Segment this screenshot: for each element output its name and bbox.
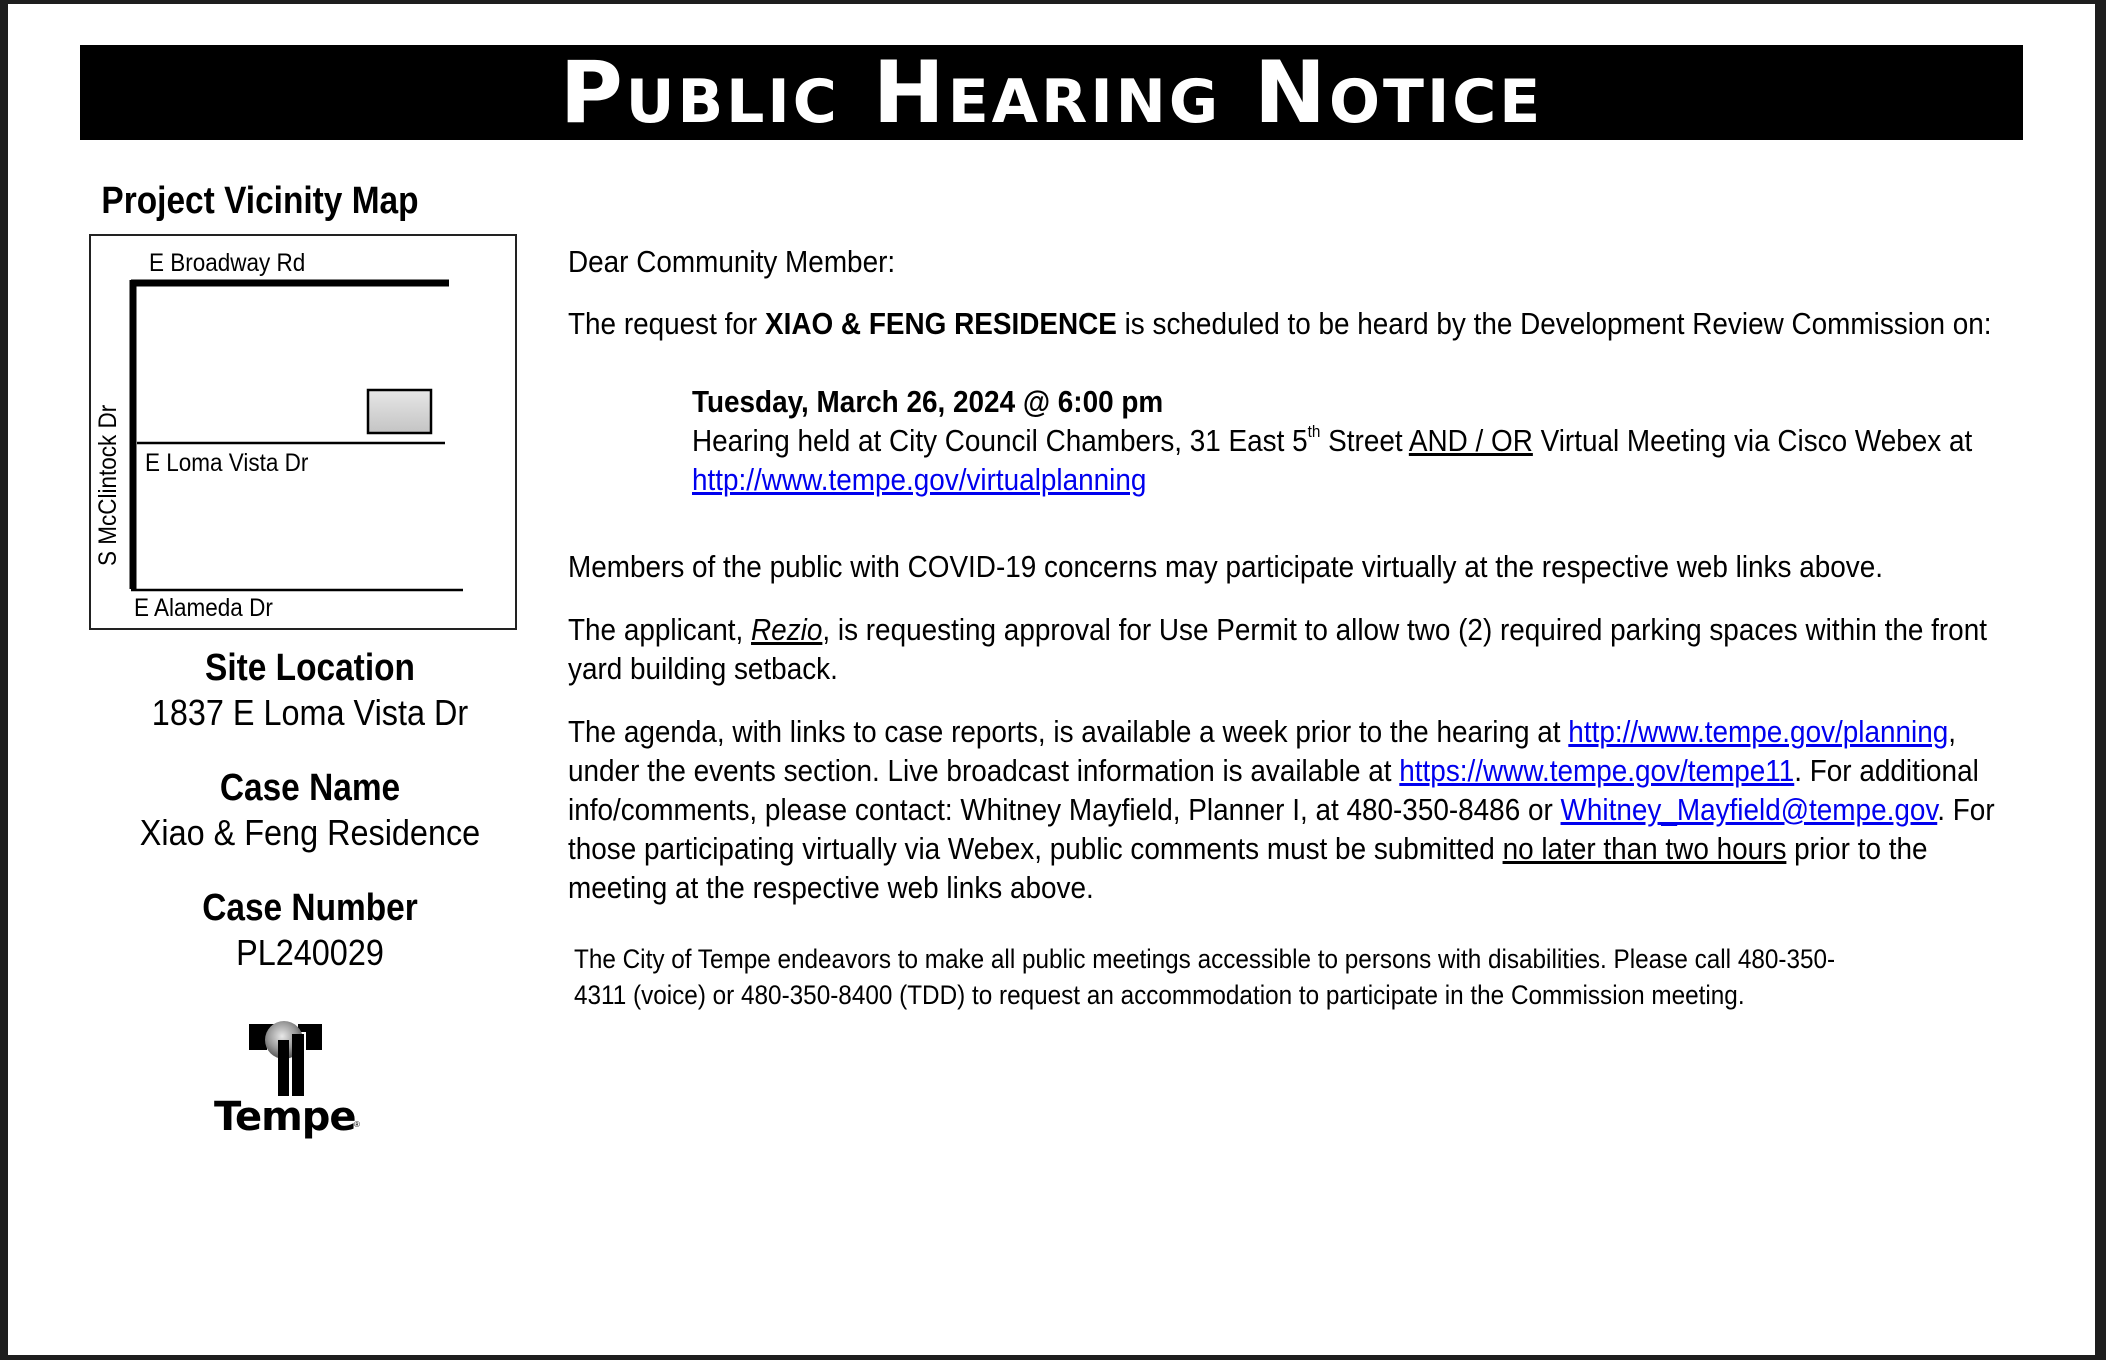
- greeting: Dear Community Member:: [568, 244, 896, 279]
- deadline-text: no later than two hours: [1502, 831, 1787, 866]
- email-link[interactable]: Whitney_Mayfield@tempe.gov: [1560, 792, 1938, 827]
- applicant-line-1: The applicant, Rezio, is requesting approval for Use Permit to allow two (2) required parking spaces within the front: [568, 612, 1987, 647]
- case-number-block: [80, 887, 540, 974]
- logo-registered: ®: [354, 1120, 360, 1129]
- street-label-mcclintock: S McClintock Dr: [94, 404, 122, 566]
- agenda-line-1: The agenda, with links to case reports, is available a week prior to the hearing at http://www.tempe.gov/planning,: [568, 714, 1957, 749]
- case-name-block: [80, 767, 540, 854]
- map-title: Project Vicinity Map: [101, 180, 419, 222]
- virtual-planning-link[interactable]: http://www.tempe.gov/virtualplanning: [692, 462, 1147, 497]
- site-location-label: Site Location: [205, 647, 415, 689]
- site-location-value: 1837 E Loma Vista Dr: [151, 692, 469, 733]
- case-number-value: PL240029: [236, 932, 384, 973]
- case-number-label: Case Number: [202, 887, 418, 929]
- project-name: XIAO & FENG RESIDENCE: [764, 306, 1117, 341]
- case-name-value: Xiao & Feng Residence: [139, 812, 481, 853]
- title-banner: [80, 42, 2023, 143]
- accessibility-line-1: The City of Tempe endeavors to make all public meetings accessible to persons with disabilities. Please call 480-350-: [574, 944, 1836, 974]
- street-label-loma-vista: E Loma Vista Dr: [145, 449, 309, 477]
- hearing-datetime: Tuesday, March 26, 2024 @ 6:00 pm: [692, 384, 1164, 419]
- agenda-line-3: info/comments, please contact: Whitney Mayfield, Planner I, at 480-350-8486 or Whitney_Mayfield@tempe.gov. For: [568, 792, 1995, 827]
- tempe-logo: [208, 1006, 368, 1146]
- hearing-location: Hearing held at City Council Chambers, 31 East 5th Street AND / OR Virtual Meeting via Cisco Webex at: [692, 422, 1973, 458]
- street-label-broadway: E Broadway Rd: [149, 249, 306, 277]
- request-sentence: The request for XIAO & FENG RESIDENCE is scheduled to be heard by the Development Review Commission on:: [568, 306, 1992, 341]
- logo-wordmark: Tempe: [214, 1094, 356, 1140]
- applicant-name: Rezio: [751, 612, 823, 647]
- agenda-line-5: meeting at the respective web links above.: [568, 870, 1094, 905]
- accessibility-line-2: 4311 (voice) or 480-350-8400 (TDD) to request an accommodation to participate in the Commission meeting.: [574, 980, 1745, 1010]
- agenda-line-2: under the events section. Live broadcast information is available at https://www.tempe.gov/tempe11. For additional: [568, 753, 1979, 788]
- applicant-line-2: yard building setback.: [568, 651, 838, 686]
- agenda-line-4: those participating virtually via Webex, public comments must be submitted no later than two hours prior to the: [568, 831, 1928, 866]
- site-location-block: [80, 647, 540, 734]
- covid-note: Members of the public with COVID-19 concerns may participate virtually at the respective web links above.: [568, 549, 1883, 584]
- vicinity-map: [89, 234, 517, 630]
- tempe11-link[interactable]: https://www.tempe.gov/tempe11: [1399, 753, 1795, 788]
- sidebar: [80, 174, 520, 973]
- tempe-t-icon: [208, 1006, 368, 1098]
- and-or-text: AND / OR: [1408, 423, 1533, 458]
- planning-link[interactable]: http://www.tempe.gov/planning: [1568, 714, 1949, 749]
- map-drawing: [91, 236, 519, 632]
- notice-page: [8, 4, 2095, 1355]
- site-marker: [368, 390, 431, 433]
- page-title: Public Hearing Notice: [559, 42, 1544, 143]
- street-label-alameda: E Alameda Dr: [134, 594, 273, 622]
- virtual-link-line: [692, 460, 1146, 499]
- case-name-label: Case Name: [219, 767, 401, 809]
